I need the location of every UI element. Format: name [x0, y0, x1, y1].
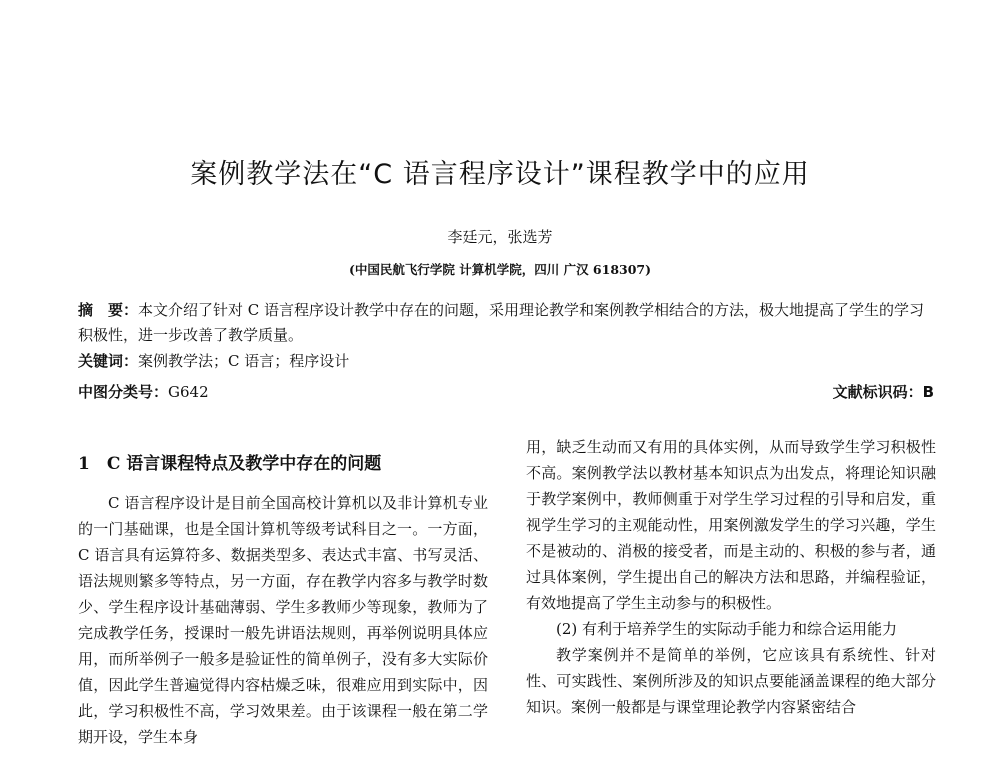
subheading-2: (2) 有利于培养学生的实际动手能力和综合运用能力	[556, 620, 898, 638]
keywords-text: 案例教学法；C 语言；程序设计	[138, 352, 350, 370]
right-column	[526, 434, 936, 720]
document-code: 文献标识码：B	[832, 383, 934, 401]
right-paragraph-2: 教学案例并不是简单的举例，它应该具有系统性、针对性、可实践性、案例所涉及的知识点要能涵盖课程的绝大部分知识。案例一般都是与课堂理论教学内容紧密结合	[526, 646, 936, 716]
clc-value: G642	[168, 383, 209, 401]
keywords-label: 关键词：	[78, 352, 139, 370]
clc-label: 中图分类号：	[78, 383, 169, 401]
paper-title: 案例教学法在“C 语言程序设计”课程教学中的应用	[190, 159, 810, 190]
classification-number	[78, 381, 209, 402]
abstract-label: 摘 要：	[78, 301, 139, 319]
left-column	[78, 490, 488, 750]
abstract	[78, 298, 936, 348]
section-1-heading: 1 C 语言课程特点及教学中存在的问题	[78, 454, 382, 474]
paper-affiliation: (中国民航飞行学院 计算机学院，四川 广汉 618307)	[348, 262, 652, 277]
section-1-paragraph: C 语言程序设计是目前全国高校计算机以及非计算机专业的一门基础课，也是全国计算机等级考试科目之一。一方面，C 语言具有运算符多、数据类型多、表达式丰富、书写灵活、语法规则繁多等特点，另一方面，存在教学内容多与教学时数少、学生程序设计基础薄弱、学生多教师少等现象，教师为了完成教学任务，授课时一般先讲语法规则，再举例说明具体应用，而所举例子一般多是验证性的简单例子，没有多大实际价值，因此学生普遍觉得内容枯燥乏味，很难应用到实际中，因此，学习积极性不高，学习效果差。由于该课程一般在第二学期开设，学生本身	[78, 494, 488, 746]
keywords	[78, 349, 936, 374]
right-paragraph-1: 用，缺乏生动而又有用的具体实例，从而导致学生学习积极性不高。案例教学法以教材基本知识点为出发点，将理论知识融于教学案例中，教师侧重于对学生学习过程的引导和启发，重视学生学习的主观能动性，用案例激发学生的学习兴趣，学生不是被动的、消极的接受者，而是主动的、积极的参与者，通过具体案例，学生提出自己的解决方法和思路，并编程验证，有效地提高了学生主动参与的积极性。	[526, 438, 936, 612]
paper-authors: 李廷元，张选芳	[447, 228, 553, 246]
abstract-text: 本文介绍了针对 C 语言程序设计教学中存在的问题，采用理论教学和案例教学相结合的方法，极大地提高了学生的学习积极性，进一步改善了教学质量。	[78, 301, 925, 344]
